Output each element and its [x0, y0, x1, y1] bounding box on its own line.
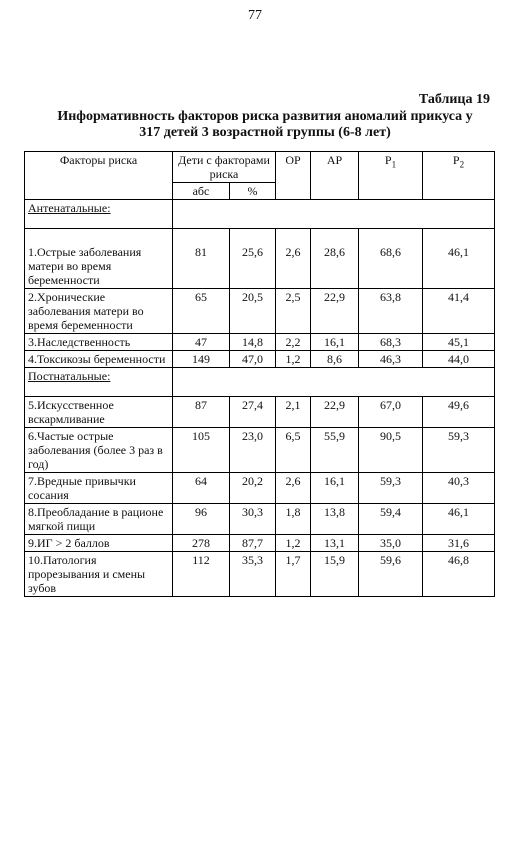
row-p1: 68,3	[359, 334, 423, 351]
row-label: 4.Токсикозы беременности	[25, 351, 173, 368]
row-or: 2,2	[276, 334, 311, 351]
row-ar: 22,9	[311, 397, 359, 428]
row-p2: 46,8	[423, 552, 495, 597]
row-pct: 23,0	[230, 428, 276, 473]
row-ar: 15,9	[311, 552, 359, 597]
row-pct: 20,5	[230, 289, 276, 334]
row-abs: 278	[173, 535, 230, 552]
table-row	[25, 473, 495, 504]
row-p2: 31,6	[423, 535, 495, 552]
row-abs: 112	[173, 552, 230, 597]
table-header-row	[25, 152, 495, 183]
row-ar: 16,1	[311, 334, 359, 351]
row-or: 1,8	[276, 504, 311, 535]
table-title	[30, 109, 500, 141]
page-number: 77	[248, 8, 262, 23]
row-abs: 81	[173, 229, 230, 289]
row-label: 7.Вредные привычки сосания	[25, 473, 173, 504]
row-label: 2.Хронические заболевания матери во время беременности	[25, 289, 173, 334]
row-p2: 46,1	[423, 504, 495, 535]
row-p1: 63,8	[359, 289, 423, 334]
row-p1: 67,0	[359, 397, 423, 428]
section-row-postnatal	[25, 368, 495, 397]
row-label: 8.Преобладание в рационе мягкой пищи	[25, 504, 173, 535]
row-ar: 13,8	[311, 504, 359, 535]
row-p1: 90,5	[359, 428, 423, 473]
header-factors: Факторы риска	[25, 152, 173, 200]
row-pct: 27,4	[230, 397, 276, 428]
section-postnatal-empty	[173, 368, 495, 397]
row-p1: 59,3	[359, 473, 423, 504]
row-pct: 25,6	[230, 229, 276, 289]
row-or: 1,2	[276, 351, 311, 368]
row-p1: 35,0	[359, 535, 423, 552]
row-ar: 13,1	[311, 535, 359, 552]
table-title-line-2: 317 детей 3 возрастной группы (6-8 лет)	[139, 125, 391, 140]
header-p1-sub: 1	[391, 159, 397, 170]
row-or: 2,6	[276, 473, 311, 504]
row-ar: 16,1	[311, 473, 359, 504]
table-row	[25, 334, 495, 351]
row-abs: 87	[173, 397, 230, 428]
row-pct: 47,0	[230, 351, 276, 368]
row-pct: 14,8	[230, 334, 276, 351]
row-pct: 20,2	[230, 473, 276, 504]
header-abs: абс	[173, 183, 230, 200]
row-or: 2,1	[276, 397, 311, 428]
header-children: Дети с факторами риска	[173, 152, 276, 183]
header-p1-base: Р	[384, 153, 392, 167]
row-ar: 55,9	[311, 428, 359, 473]
row-label: 6.Частые острые заболевания (более 3 раз в год)	[25, 428, 173, 473]
row-p2: 40,3	[423, 473, 495, 504]
table-row	[25, 229, 495, 289]
row-label: 9.ИГ > 2 баллов	[25, 535, 173, 552]
row-p2: 45,1	[423, 334, 495, 351]
row-ar: 22,9	[311, 289, 359, 334]
row-label: 3.Наследственность	[25, 334, 173, 351]
row-label: 5.Искусственное вскармливание	[25, 397, 173, 428]
row-or: 1,7	[276, 552, 311, 597]
row-abs: 105	[173, 428, 230, 473]
header-p2-base: Р	[452, 153, 460, 167]
row-p1: 68,6	[359, 229, 423, 289]
row-p2: 59,3	[423, 428, 495, 473]
section-row-antenatal	[25, 200, 495, 229]
header-pct: %	[230, 183, 276, 200]
header-p1	[359, 152, 423, 200]
row-pct: 30,3	[230, 504, 276, 535]
row-label: 1.Острые заболевания матери во время беременности	[25, 229, 173, 289]
row-pct: 87,7	[230, 535, 276, 552]
table-row	[25, 535, 495, 552]
row-abs: 96	[173, 504, 230, 535]
section-postnatal: Постнатальные:	[25, 368, 173, 397]
header-ar: АР	[311, 152, 359, 200]
table-row	[25, 289, 495, 334]
row-pct: 35,3	[230, 552, 276, 597]
section-antenatal-empty	[173, 200, 495, 229]
row-abs: 47	[173, 334, 230, 351]
row-or: 2,5	[276, 289, 311, 334]
row-p2: 41,4	[423, 289, 495, 334]
row-p1: 59,6	[359, 552, 423, 597]
row-abs: 149	[173, 351, 230, 368]
row-p2: 49,6	[423, 397, 495, 428]
table-title-line-1: Информативность факторов риска развития аномалий прикуса у	[57, 109, 473, 124]
row-abs: 65	[173, 289, 230, 334]
row-p2: 46,1	[423, 229, 495, 289]
header-p2-sub: 2	[459, 159, 465, 170]
risk-factors-table	[24, 151, 495, 597]
row-or: 6,5	[276, 428, 311, 473]
row-label: 10.Патология прорезывания и смены зубов	[25, 552, 173, 597]
table-row	[25, 552, 495, 597]
row-p2: 44,0	[423, 351, 495, 368]
row-or: 2,6	[276, 229, 311, 289]
table-row	[25, 504, 495, 535]
row-abs: 64	[173, 473, 230, 504]
row-p1: 46,3	[359, 351, 423, 368]
row-ar: 28,6	[311, 229, 359, 289]
table-row	[25, 428, 495, 473]
table-row	[25, 397, 495, 428]
row-or: 1,2	[276, 535, 311, 552]
section-antenatal: Антенатальные:	[25, 200, 173, 229]
header-p2	[423, 152, 495, 200]
header-or: ОР	[276, 152, 311, 200]
table-caption: Таблица 19	[418, 92, 490, 107]
table-row	[25, 351, 495, 368]
row-p1: 59,4	[359, 504, 423, 535]
row-ar: 8,6	[311, 351, 359, 368]
